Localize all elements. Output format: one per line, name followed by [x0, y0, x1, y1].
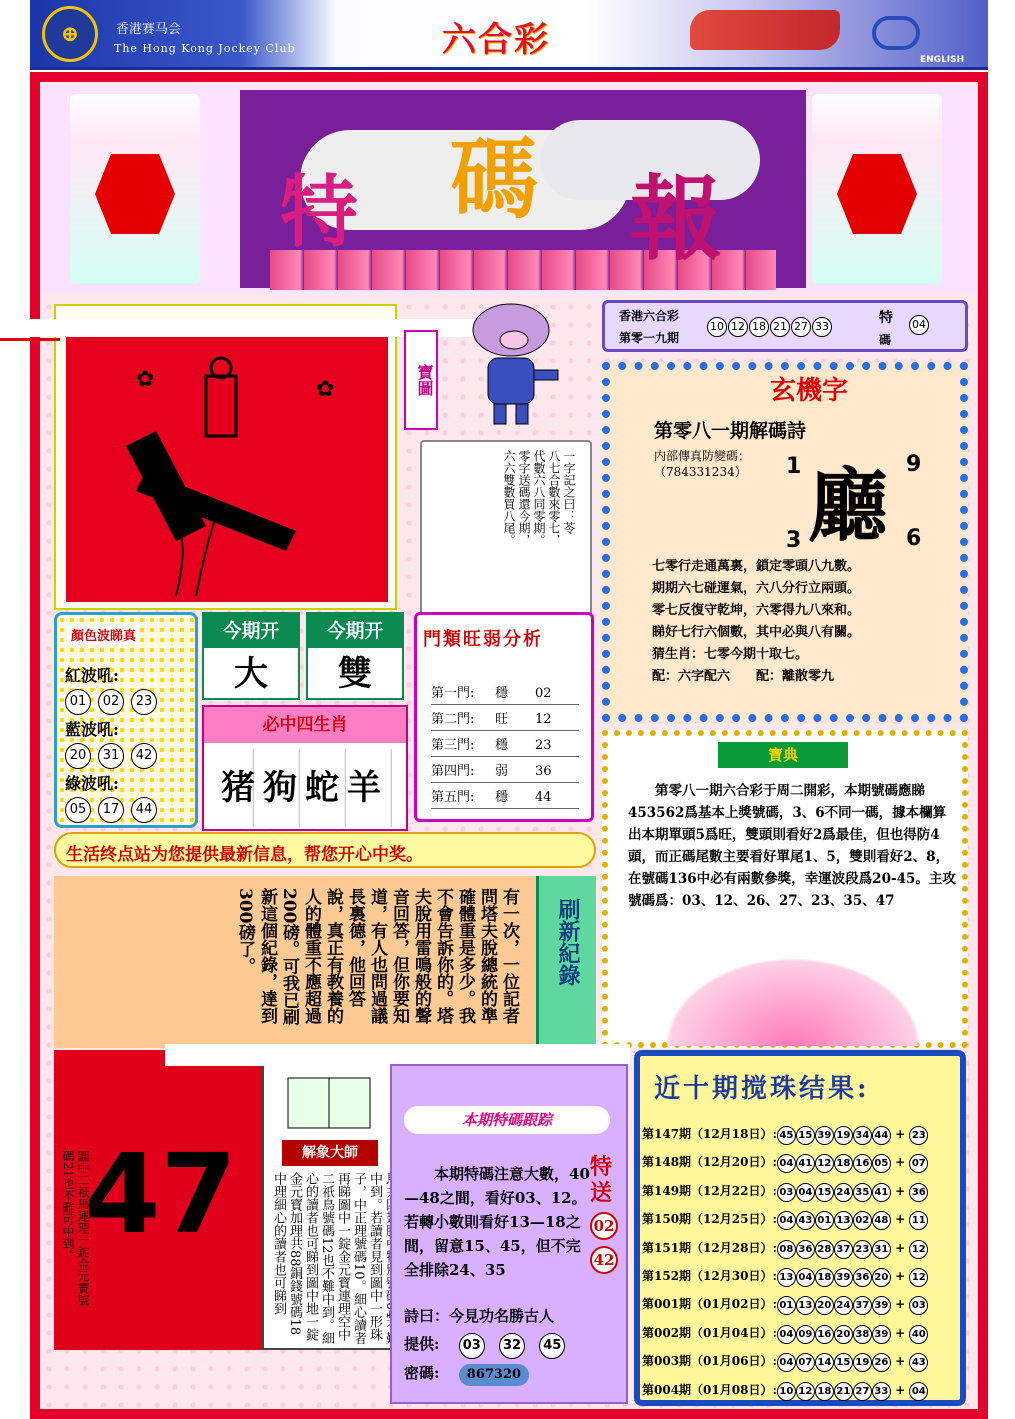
record-story-box	[54, 876, 596, 1048]
org-name-en: The Hong Kong Jockey Club	[114, 42, 296, 55]
treasure-book-title: 寶典	[718, 742, 848, 768]
today-value: 大	[234, 654, 268, 694]
special-label-1: 特	[879, 310, 893, 326]
color-wave-box	[54, 612, 198, 828]
green-wave-label: 綠波吼:	[65, 774, 119, 793]
result-row: 第001期（01月02日）: 01 13 20 24 37 39 + 03	[642, 1290, 962, 1318]
horses-icon	[690, 10, 840, 50]
org-name-cn: 香港赛马会	[116, 22, 182, 37]
slogan-strip	[54, 832, 596, 868]
lantern-icon-left	[70, 94, 200, 284]
result-row: 第003期（01月06日）: 04 07 14 15 19 26 + 43	[642, 1347, 962, 1375]
hkjc-logo-icon[interactable]: ⊕	[42, 6, 98, 62]
recent-results-box	[634, 1050, 966, 1406]
zodiac-box	[202, 705, 408, 831]
picture-caption: 圖中二祇馬連理一錠金元寶號碼21也不難可中到。	[61, 1150, 90, 1306]
svg-text:✿: ✿	[316, 377, 335, 402]
treasure-picture	[54, 304, 397, 610]
riddle-scroll	[420, 440, 592, 620]
banner-char-bao: 報	[630, 165, 723, 273]
banner-char-ma: 碼	[450, 127, 539, 231]
interpret-box	[262, 1060, 392, 1350]
latest-result-box	[602, 300, 968, 352]
banner-char-te: 特	[280, 167, 359, 258]
te-song-label: 特送	[590, 1154, 613, 1206]
record-side	[536, 876, 596, 1048]
special-label-2: 碼	[879, 333, 892, 347]
treasure-sketch-icon	[66, 336, 388, 602]
password-value: 867320	[459, 1364, 529, 1386]
mystery-digit: 3	[786, 528, 802, 553]
result-row: 第152期（12月30日）: 13 04 18 39 36 20 + 12	[642, 1262, 962, 1290]
banner-center	[240, 90, 806, 288]
riddle-text: 一字記之曰：苓 八七合數來零七， 代數六八同零期。 零字送碼還今期， 六六雙數買八尾。	[502, 450, 576, 546]
title-banner	[40, 84, 976, 294]
picture-number: 47	[84, 1130, 238, 1258]
lantern-icon-right	[812, 94, 942, 284]
blue-wave-label: 藍波吼:	[65, 720, 119, 739]
result-row: 第002期（01月04日）: 04 09 16 20 38 39 + 40	[642, 1319, 962, 1347]
cover-strip	[165, 1044, 630, 1066]
result-row: 第149期（12月22日）: 03 04 15 24 35 41 + 36	[642, 1177, 962, 1205]
result-row: 第147期（12月18日）: 45 15 39 19 34 44 + 23	[642, 1120, 962, 1148]
lotus-icon	[648, 946, 938, 1046]
decode-poem: 七零行走通萬裏，鎖定零頭八九數。 期期六七碰運氣，六八分行立兩頭。 零七反復守乾坤，六零得九八來和。 睇好七行六個數，其中必與八有關。 猜生肖：七零今期十取七。 配：六字配六 配：離散零九	[652, 559, 861, 684]
today-header: 今期开	[204, 614, 298, 648]
special-number: 04	[909, 315, 929, 335]
door-row: 第五門: 穩 44	[431, 787, 579, 809]
slogan-text: 生活终点站为您提供最新信息，帮您开心中奖。	[66, 845, 423, 865]
special-text: 本期特碼注意大數，40—48之間，看好03、12。若轉小數則看好13—18之間，留意15、45，但不完全排除24、35	[404, 1165, 590, 1279]
green-wave-numbers: 05 17 44	[65, 797, 164, 823]
zodiac-values: 猪狗蛇羊	[208, 749, 402, 827]
mystery-big-char: 廳	[808, 459, 888, 553]
door-analysis-box	[414, 612, 594, 822]
interpret-title: 解象大師	[282, 1140, 378, 1166]
red-wave-numbers: 01 02 23	[65, 689, 164, 715]
red-wave-label: 紅波吼:	[65, 666, 119, 685]
result-numbers: 10 12 18 21 27 33	[707, 315, 833, 337]
treasure-book-text: 第零八一期六合彩于周二開彩，本期號碼應睇453562爲基本上獎號碼，3、6不同一碼，據本欄算出本期單頭5爲旺，雙頭則看好2爲最佳，但也得防4頭，而正碼尾數主要看好單尾1、5，雙則看好2、8，在號碼136中必有兩數參獎，幸運波段爲20-45。主攻號碼爲：03、12、26、27、23、35、47	[628, 783, 956, 909]
mystery-digit: 1	[786, 454, 802, 479]
door-row: 第三門: 穩 23	[431, 735, 579, 757]
treasure-picture-image	[66, 336, 388, 602]
mystery-title: 玄機字	[770, 376, 849, 406]
special-tracking-box	[390, 1064, 628, 1404]
record-title: 刷新紀錄	[555, 898, 581, 986]
result-row: 第151期（12月28日）: 08 36 28 37 23 31 + 12	[642, 1234, 962, 1262]
today-value: 雙	[338, 654, 372, 694]
mystery-note: 内部傳真防變碼： （784331234）	[654, 449, 751, 479]
treasure-book-box	[602, 730, 968, 1048]
result-row: 第148期（12月20日）: 04 41 12 18 16 05 + 07	[642, 1148, 962, 1176]
interpret-text: 中到。若讀者見到圖中一形珠子，中正理號碼10。細心讀者再睇圖中一錠金元寶連理空中二祇鳥號碼12也不難中到。細心的讀者也可睇到圖中地一錠金元寶加理共88銅錢號碼18中理細心的讀者也可睇到	[271, 1172, 382, 1345]
door-row: 第四門: 弱 36	[431, 761, 579, 783]
record-text: 有一次，一位記者問塔夫脫總統的準確體重是多少。我不會告訴你的。塔夫脫用雷鳴般的聲音回答，但你要知道，有人也問過議長裏德，他回答說，真正有教養的人的體重不應超過200磅。可我已刷新這個紀錄，達到300磅了。	[235, 888, 519, 1026]
lang-logo-icon[interactable]	[872, 16, 920, 50]
mystery-digit: 9	[906, 452, 922, 477]
door-title: 門類旺弱分析	[423, 629, 543, 650]
divider	[0, 338, 60, 341]
provide-row: 提供: 03 32 45	[404, 1330, 566, 1359]
today-header: 今期开	[308, 614, 402, 648]
english-link[interactable]: ENGLISH	[920, 55, 965, 65]
mystery-char-box	[602, 362, 968, 722]
treasure-map-label: 寶圖	[404, 330, 438, 430]
door-row: 第一門: 穩 02	[431, 683, 579, 705]
color-wave-title: 顏色波睇真	[67, 625, 140, 644]
result-row: 第150期（12月25日）: 04 43 01 13 02 48 + 11	[642, 1205, 962, 1233]
result-row: 第004期（01月08日）: 10 12 18 21 27 33 + 04	[642, 1376, 962, 1404]
blue-wave-numbers: 20 31 42	[65, 743, 164, 769]
password-row: 密碼: 867320	[404, 1359, 566, 1387]
send-number: 02	[590, 1212, 618, 1240]
pig-mascot-icon	[456, 300, 566, 430]
special-title: 本期特碼跟踪	[404, 1106, 610, 1134]
zodiac-title: 必中四生肖	[204, 707, 406, 743]
result-label: 香港六合彩	[619, 309, 680, 323]
send-number: 42	[590, 1246, 618, 1274]
page-title: 六合彩	[442, 20, 550, 60]
mystery-digit: 6	[906, 526, 922, 551]
today-size-box	[202, 612, 300, 700]
today-parity-box	[306, 612, 404, 700]
svg-text:✿: ✿	[136, 367, 155, 392]
special-poem: 詩曰：今見功名勝古人 提供: 03 32 45 密碼: 867320	[404, 1302, 566, 1387]
book-icon	[284, 1068, 374, 1134]
mystery-subtitle: 第零八一期解碼詩	[654, 420, 807, 442]
header-bar	[30, 0, 988, 70]
door-row: 第二門: 旺 12	[431, 709, 579, 731]
recent-title: 近十期搅珠结果:	[654, 1074, 870, 1104]
result-period: 第零一九期	[619, 331, 680, 345]
